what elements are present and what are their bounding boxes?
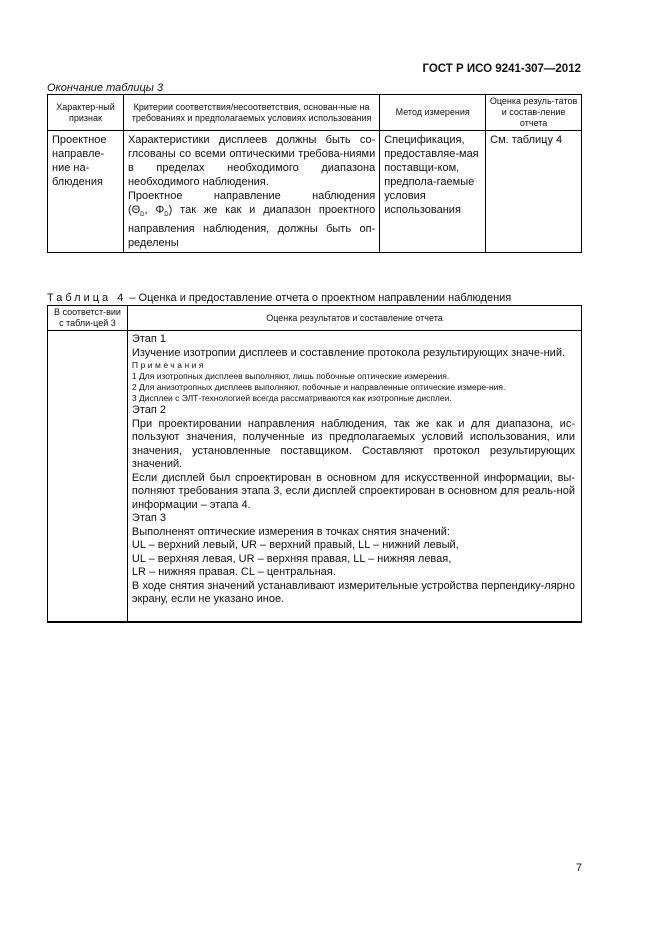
criteria-text-2b: так же как и диапазон проектного направления наблюдения, должны быть оп-ределены [127,204,376,250]
table3-header-criteria: Критерии соответствия/несоответствия, основан-ные на требованиях и предполагаемых условиях использования [123,95,379,131]
note-1: 1 Для изотропных дисплеев выполняют, лишь побочные оптические измерения. [131,371,450,381]
table3-header-row [48,95,582,131]
note-2: 2 Для анизотропных дисплеев выполняют, побочные и направленные оптические измере-ния. [131,382,506,392]
table3-criteria-cell [123,131,379,253]
stage3-line-2: UL – верхняя левая, UR – верхняя правая, LL – нижняя левая, [131,552,452,565]
table3-method-cell: Спецификация, предоставляе-мая поставщи-ком, предпола-гаемые условия использования [380,131,486,253]
stage3-text-1: Выполненят оптические измерения в точках снятия значений: [131,525,450,538]
stage1-text: Изучение изотропии дисплеев и составление протокола результирующих значе-ний. [131,346,566,359]
standard-header: ГОСТ Р ИСО 9241-307—2012 [422,63,581,75]
table4-ref-cell [48,331,128,622]
stage1-title: Этап 1 [131,333,166,345]
stage2-title: Этап 2 [131,404,166,416]
table-3 [47,94,582,253]
table3-feature-cell: Проектное направле-ние на-блюдения [48,131,124,253]
table-4 [47,305,582,623]
stage3-line-1: UL – верхний левый, UR – верхний правый, LL – нижний левый, [131,539,459,551]
table3-header-feature: Характер-ный признак [48,95,124,131]
table3-caption: Окончание таблицы 3 [47,82,164,94]
table4-header-evaluation: Оценка результатов и составление отчета [127,306,581,331]
table3-header-method: Метод измерения [380,95,486,131]
stage3-line-3: LR – нижняя правая. CL – центральная. [131,566,336,578]
table4-caption-label: Таблица 4 [47,292,127,304]
table3-header-evaluation: Оценка резуль-татов и состав-ление отчета [486,95,582,131]
table4-content-cell [127,331,581,622]
table4-caption-text: – Оценка и предоставление отчета о проектном направлении наблюдения [129,292,512,304]
table3-evaluation-cell: См. таблицу 4 [486,131,582,253]
table-row [48,131,582,253]
notes-title: Примечания [131,360,206,370]
theta-phi-formula: ($\Theta_D$, $\Phi_D$) [127,204,173,219]
table-row [48,331,582,622]
criteria-text-2a: Проектное направление наблюдения [127,190,376,202]
note-3: 3 Дисплеи с ЭЛТ-технологией всегда рассматриваются как изотропные дисплеи. [131,393,452,403]
page-number: 7 [575,862,582,874]
table4-header-row [48,306,582,331]
stage2-text-2: Если дисплей был спроектирован в основном для искусственной информации, вы-полняют требования этапа 3, если дисплей спроектирован в основном для реаль-ной информации – этапа 4. [131,471,575,511]
stage3-text-2: В ходе снятия значений устанавливают измерительные устройства перпендику-лярно экрану, если не указано иное. [131,579,575,605]
stage2-text-1: При проектировании направления наблюдения, так же как и для диапазона, ис-пользуют значения, полученные из предполагаемых условий использования, или значения, установленные поставщиком. Составляют протокол результирующих значений. [131,417,575,470]
stage3-title: Этап 3 [131,512,166,524]
table4-caption [47,292,511,304]
criteria-text-1: Характеристики дисплеев должны быть со-глсованы со всеми оптическими требова-ниями в пределах необходимого диапазона необходимого наблюдения. [127,134,376,188]
table4-header-ref: В соответст-вии с табли-цей 3 [48,306,128,331]
